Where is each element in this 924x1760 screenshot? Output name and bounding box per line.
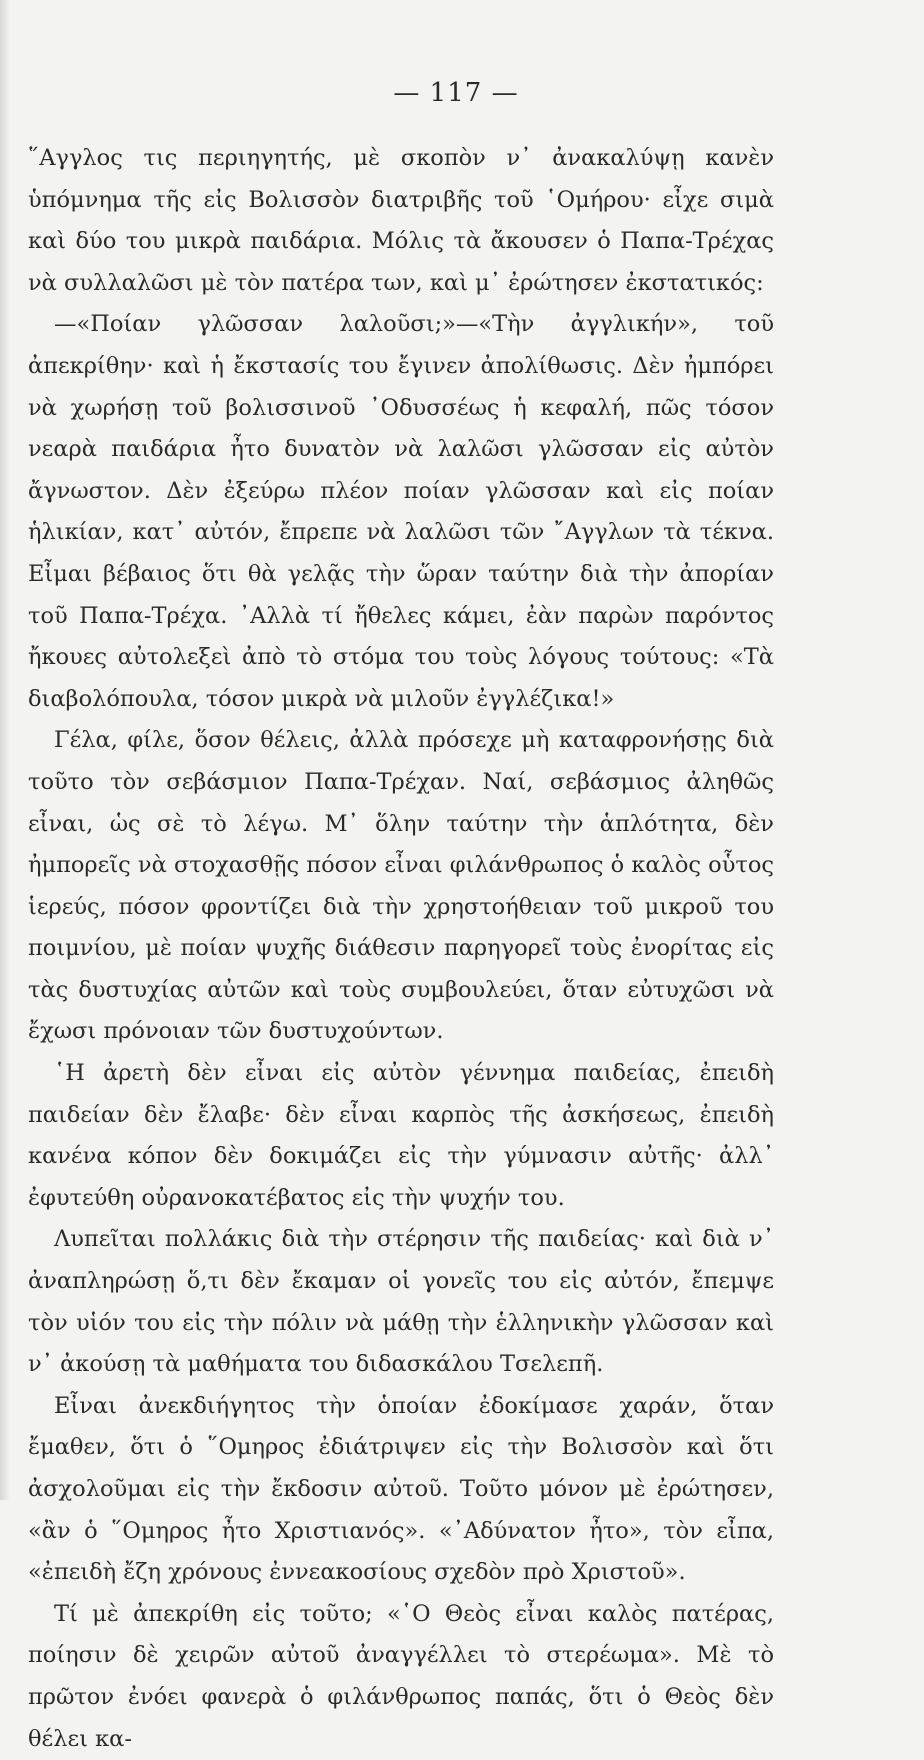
- paragraph-4: ῾Η ἀρετὴ δὲν εἶναι εἰς αὐτὸν γέννημα παιδείας, ἐπειδὴ παιδείαν δὲν ἔλαβε· δὲν εἶναι καρπὸς τῆς ἀσκήσεως, ἐπειδὴ κανένα κόπον δὲν δοκιμάζει εἰς τὴν γύμνασιν αὐτῆς· ἀλλ᾿ ἐφυτεύθη οὐρανοκατέβατος εἰς τὴν ψυχήν του.: [28, 1060, 774, 1211]
- paragraph-7: Τί μὲ ἀπεκρίθη εἰς τοῦτο; «῾Ο Θεὸς εἶναι καλὸς πατέρας, ποίησιν δὲ χειρῶν αὐτοῦ ἀναγγέλλει τὸ στερέωμα». Μὲ τὸ πρῶτον ἐνόει φανερὰ ὁ φιλάνθρωπος παπάς, ὅτι ὁ Θεὸς δὲν θέλει κα-: [28, 1600, 774, 1752]
- paragraph-6: Εἶναι ἀνεκδιήγητος τὴν ὁποίαν ἐδοκίμασε χαράν, ὅταν ἔμαθεν, ὅτι ὁ ῞Ομηρος ἐδιάτριψεν εἰς τὴν Βολισσὸν καὶ ὅτι ἀσχολοῦμαι εἰς τὴν ἔκδοσιν αὐτοῦ. Τοῦτο μόνον μὲ ἐρώτησεν, «ἂν ὁ ῞Ομηρος ἦτο Χριστιανός». «᾿Αδύνατον ἦτο», τὸν εἶπα, «ἐπειδὴ ἔζη χρόνους ἐννεακοσίους σχεδὸν πρὸ Χριστοῦ».: [28, 1392, 774, 1586]
- binding-shadow: [0, 0, 10, 1500]
- paragraph-2: —«Ποίαν γλῶσσαν λαλοῦσι;»—«Τὴν ἀγγλικήν», τοῦ ἀπεκρίθην· καὶ ἡ ἔκστασίς του ἔγινεν ἀπολίθωσις. Δὲν ἠμπόρει νὰ χωρήσῃ τοῦ βολισσινοῦ ᾿Οδυσσέως ἡ κεφαλή, πῶς τόσον νεαρὰ παιδάρια ἦτο δυνατὸν νὰ λαλῶσι γλῶσσαν εἰς αὐτὸν ἄγνωστον. Δὲν ἐξεύρω πλέον ποίαν γλῶσσαν καὶ εἰς ποίαν ἡλικίαν, κατ᾿ αὐτόν, ἔπρεπε νὰ λαλῶσι τῶν ῎Αγγλων τὰ τέκνα. Εἶμαι βέβαιος ὅτι θὰ γελᾷς τὴν ὥραν ταύτην διὰ τὴν ἀπορίαν τοῦ Παπα-Τρέχα. ᾿Αλλὰ τί ἤθελες κάμει, ἐὰν παρὼν παρόντος ἤκουες αὐτολεξεὶ ἀπὸ τὸ στόμα του τοὺς λόγους τούτους: «Τὰ διαβολόπουλα, τόσον μικρὰ νὰ μιλοῦν ἐγγλέζικα!»: [28, 311, 774, 712]
- paragraph-3: Γέλα, φίλε, ὅσον θέλεις, ἀλλὰ πρόσεχε μὴ καταφρονήσῃς διὰ τοῦτο τὸν σεβάσμιον Παπα-Τρέχαν. Ναί, σεβάσμιος ἀληθῶς εἶναι, ὡς σὲ τὸ λέγω. Μ᾿ ὅλην ταύτην τὴν ἁπλότητα, δὲν ἠμπορεῖς νὰ στοχασθῇς πόσον εἶναι φιλάνθρωπος ὁ καλὸς οὗτος ἱερεύς, πόσον φροντίζει διὰ τὴν χρηστοήθειαν τοῦ μικροῦ του ποιμνίου, μὲ ποίαν ψυχῆς διάθεσιν παρηγορεῖ τοὺς ἐνορίτας εἰς τὰς δυστυχίας αὐτῶν καὶ τοὺς συμβουλεύει, ὅταν εὐτυχῶσι νὰ ἔχωσι πρόνοιαν τῶν δυστυχούντων.: [28, 727, 774, 1045]
- paragraph-5: Λυπεῖται πολλάκις διὰ τὴν στέρησιν τῆς παιδείας· καὶ διὰ ν᾿ ἀναπληρώσῃ ὅ,τι δὲν ἔκαμαν οἱ γονεῖς του εἰς αὐτόν, ἔπεμψε τὸν υἱόν του εἰς τὴν πόλιν νὰ μάθῃ τὴν ἑλληνικὴν γλῶσσαν καὶ ν᾿ ἀκούσῃ τὰ μαθήματα του διδασκάλου Τσελεπῆ.: [28, 1226, 774, 1378]
- paragraph-1: ῞Αγγλος τις περιηγητής, μὲ σκοπὸν ν᾿ ἀνακαλύψῃ κανὲν ὑπόμνημα τῆς εἰς Βολισσὸν διατριβῆς τοῦ ῾Ομήρου· εἶχε σιμὰ καὶ δύο του μικρὰ παιδάρια. Μόλις τὰ ἄκουσεν ὁ Παπα-Τρέχας νὰ συλλαλῶσι μὲ τὸν πατέρα των, καὶ μ᾿ ἐρώτησεν ἐκστατικός:: [28, 145, 774, 296]
- page-number: — 117 —: [393, 78, 519, 108]
